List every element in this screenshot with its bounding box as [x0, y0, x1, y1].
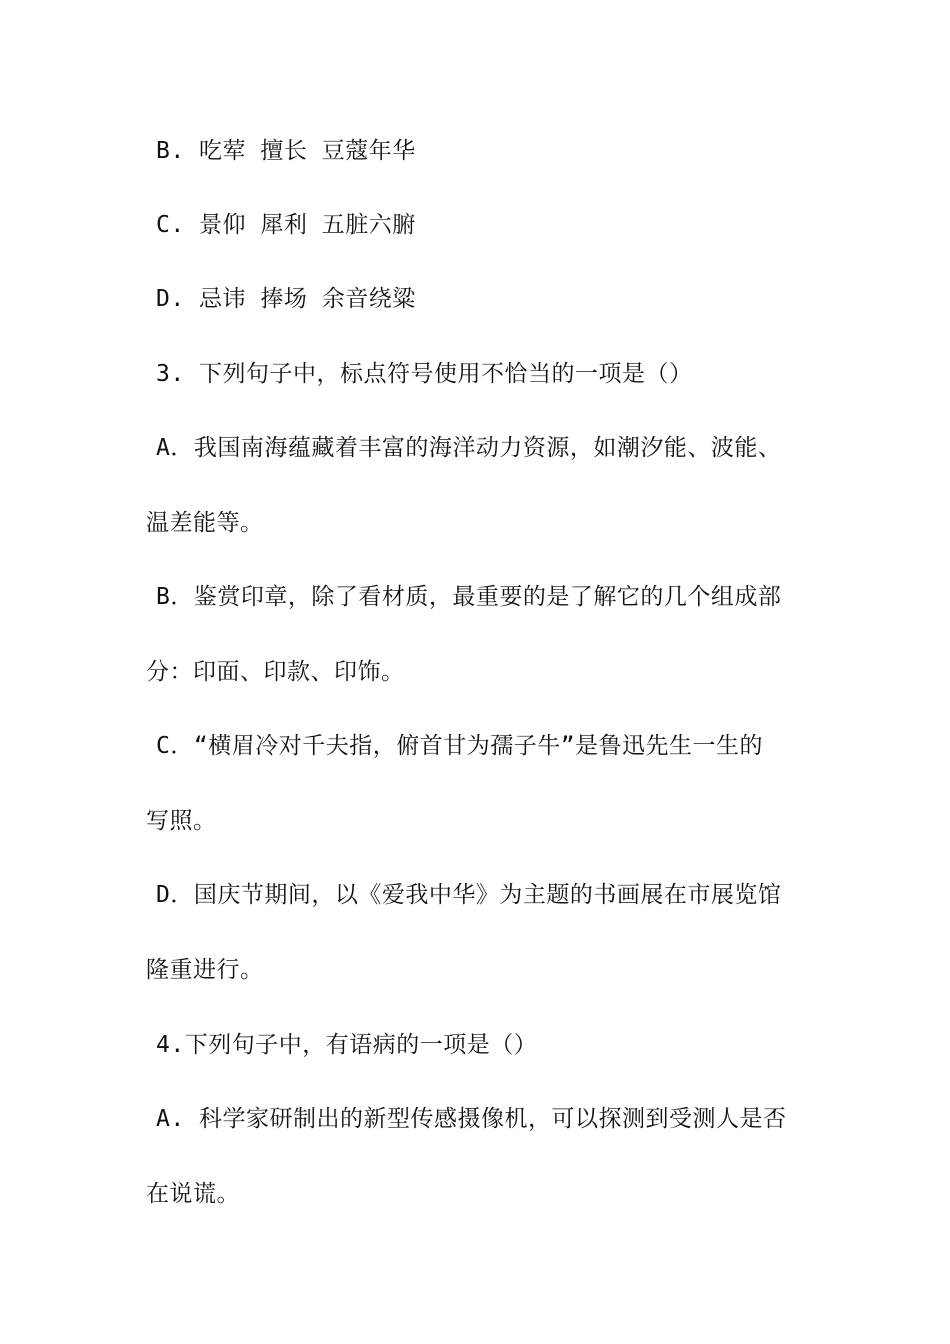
option-c-line: C. 景仰 犀利 五脏六腑 — [156, 212, 416, 238]
question-3-option-d-continued: 隆重进行。 — [146, 957, 264, 983]
question-3-option-c: C．“横眉冷对千夫指，俯首甘为孺子牛”是鲁迅先生一生的 — [156, 733, 764, 759]
option-d-line: D. 忌讳 捧场 余音绕粱 — [156, 286, 416, 312]
question-3-option-a-continued: 温差能等。 — [146, 510, 264, 536]
question-3-option-b: B．鉴赏印章，除了看材质，最重要的是了解它的几个组成部 — [156, 584, 782, 610]
question-4-option-a-continued: 在说谎。 — [146, 1181, 240, 1207]
question-4-title: 4.下列句子中，有语病的一项是（） — [156, 1032, 538, 1058]
option-b-line: B. 吃荤 擅长 豆蔻年华 — [156, 138, 416, 164]
question-3-option-b-continued: 分：印面、印款、印饰。 — [146, 659, 405, 685]
question-3-option-d: D．国庆节期间，以《爱我中华》为主题的书画展在市展览馆 — [156, 882, 782, 908]
question-4-option-a: A. 科学家研制出的新型传感摄像机，可以探测到受测人是否 — [156, 1106, 787, 1132]
question-3-title: 3. 下列句子中，标点符号使用不恰当的一项是（） — [156, 361, 693, 387]
question-3-option-a: A．我国南海蕴藏着丰富的海洋动力资源，如潮汐能、波能、 — [156, 435, 782, 461]
question-3-option-c-continued: 写照。 — [146, 808, 217, 834]
